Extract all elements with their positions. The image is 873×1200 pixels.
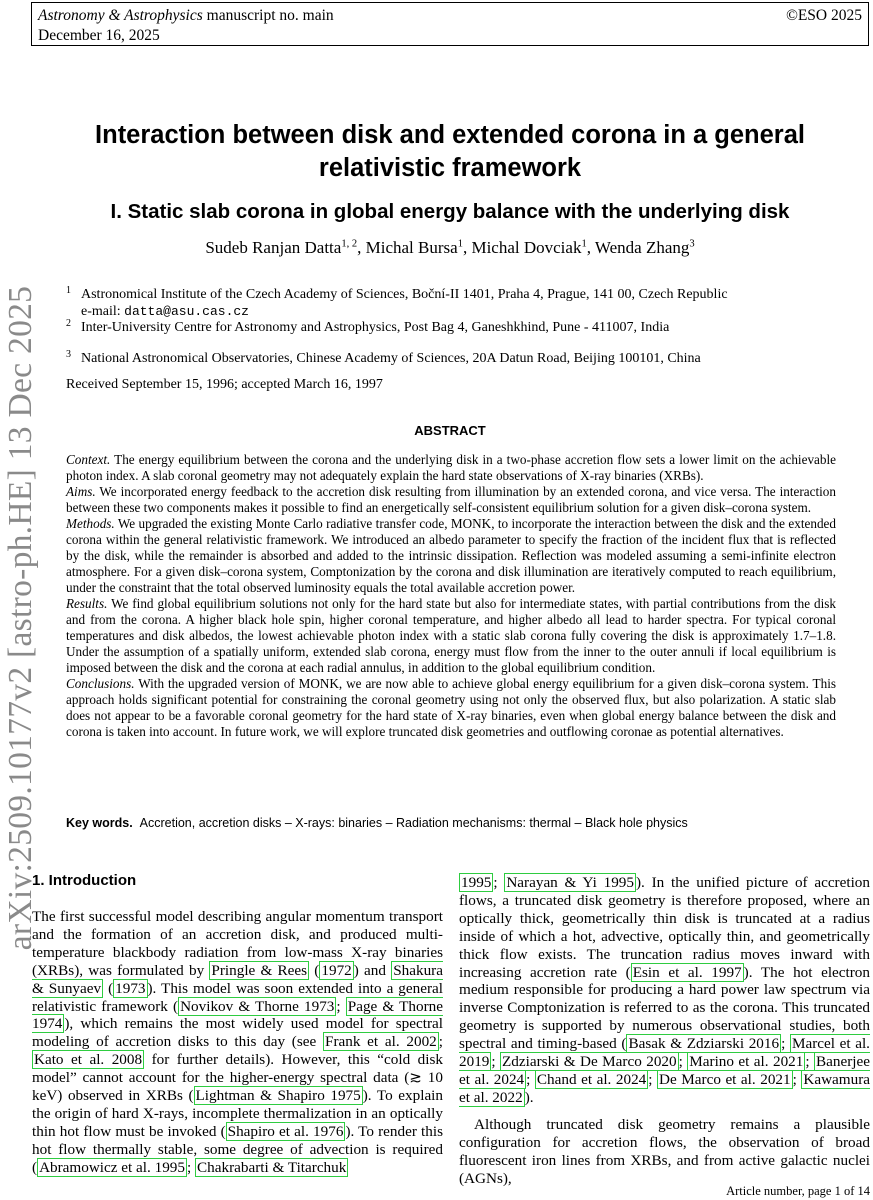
header-date: December 16, 2025	[38, 27, 160, 44]
section-label: Results.	[66, 596, 108, 611]
citation-link[interactable]: 1972	[321, 961, 352, 979]
affiliation-email	[66, 303, 728, 320]
text-run: ;	[792, 1070, 802, 1088]
citation-link[interactable]: De Marco et al. 2021	[659, 1070, 791, 1088]
text-run: The first successful model describing angular momentum transport and the formation of an accretion disk, and produced multi-temperature blackbody radiation from low-mass X-ray binaries (XRBs), was formulated by	[32, 908, 443, 979]
citation-link[interactable]: Lightman & Shapiro 1975	[195, 1087, 361, 1105]
affiliation-text: National Astronomical Observatories, Chinese Academy of Sciences, 20A Datun Road, Beijing 100101, China	[81, 351, 701, 366]
text-run: ). This model was soon extended into a general relativistic framework (	[32, 979, 443, 1015]
section-text: With the upgraded version of MONK, we are now able to achieve global energy equilibrium for a given disk–corona system. This approach holds significant potential for constraining the coronal geometry using not only the observed flux, but also polarization. A static slab does not appear to be a favorable coronal geometry for the hard state of X-ray binaries, even when global energy balance between the disk and corona is taken into account. In future work, we will explore truncated disk geometries and outflowing coronae as potential alternatives.	[66, 676, 836, 739]
citation-link[interactable]: Shakura & Sunyaev	[32, 961, 443, 997]
title-line-2: relativistic framework	[318, 154, 582, 182]
text-column-right	[459, 874, 870, 1187]
citation-link[interactable]: Banerjee et al. 2024	[459, 1053, 870, 1088]
citation-link[interactable]: Kawamura et al. 2022	[459, 1070, 870, 1106]
text-column-left	[32, 908, 443, 1177]
text-run: ;	[648, 1070, 658, 1088]
journal-name: Astronomy & Astrophysics	[38, 7, 203, 24]
author-name: Michal Dovciak	[471, 238, 582, 257]
citation-link[interactable]: Narayan & Yi 1995	[506, 874, 634, 891]
text-run: ;	[526, 1070, 535, 1088]
text-run: ). To explain the origin of hard X-rays, incomplete thermalization in an optically thin hot flow must be invoked (	[32, 1087, 443, 1140]
section-text: We find global equilibrium solutions not only for the hard state but also for intermediate states, with partial contributions from the disk and from the corona. A higher black hole spin, higher coronal temperature, and higher albedo all lead to harder spectra. For typical coronal temperatures and disk albedos, the lowest achievable photon index with a static slab corona fully covering the disk is approximately 1.7–1.8. Under the assumption of a spatially uniform, extended slab corona, energy must flow from the inner to the outer annuli if local equilibrium is imposed between the disk and the corona at each radial annulus, in addition to the global equilibrium condition.	[66, 596, 837, 675]
text-run: for further details). However, this “cold disk model” cannot account for the higher-energy spectral data (≳ 10 keV) observed in XRBs (	[32, 1051, 443, 1105]
citation-link[interactable]: Pringle & Rees	[211, 961, 308, 979]
text-run: (	[103, 979, 114, 997]
text-run: ).	[524, 1088, 534, 1106]
affiliation-text: Inter-University Centre for Astronomy and Astrophysics, Post Bag 4, Ganeshkhind, Pune - 411007, India	[81, 320, 670, 335]
citation-link[interactable]: Shapiro et al. 1976	[227, 1122, 344, 1140]
text-run: ;	[491, 1053, 501, 1071]
author-name: Michal Bursa	[365, 238, 458, 257]
paper-title	[40, 119, 860, 185]
section-label: Context.	[66, 452, 111, 467]
affiliation-text: Astronomical Institute of the Czech Academy of Sciences, Boční-II 1401, Praha 4, Prague, 141 00, Czech Republic	[81, 287, 728, 302]
arxiv-stamp	[0, 285, 43, 951]
abstract-section	[66, 484, 836, 516]
affiliation	[66, 319, 669, 336]
affiliation-number: 1	[66, 285, 71, 296]
text-run: ;	[678, 1053, 688, 1071]
section-heading: 1. Introduction	[32, 872, 137, 889]
paragraph: Although truncated disk geometry remains a plausible configuration for accretion flows, the observation of broad fluorescent iron lines from XRBs, and from active galactic nuclei (AGNs),	[459, 1115, 870, 1187]
journal-header	[31, 2, 869, 46]
email-label: e-mail:	[81, 304, 121, 319]
author-affiliation: 1	[581, 238, 587, 250]
text-run: ;	[438, 1033, 443, 1051]
text-run: ). The hot electron medium responsible for producing a hard power law spectrum via inverse Comptonization is referred to as the corona. This truncated geometry is supported by numerous observational studies, both spectral and timing-based (	[459, 963, 870, 1053]
section-text: The energy equilibrium between the corona and the underlying disk in a two-phase accretion flow sets a lower limit on the achievable photon index. A slab coronal geometry may not adequately explain the hard state observations of X-ray binaries (XRBs).	[66, 452, 837, 483]
text-run: ;	[336, 997, 346, 1015]
text-run: ;	[805, 1053, 815, 1071]
section-label: Methods.	[66, 516, 115, 531]
journal-line	[38, 6, 334, 26]
abstract-section	[66, 676, 836, 740]
abstract-section	[66, 596, 836, 676]
affiliation-number: 3	[66, 349, 71, 360]
copyright: ©ESO 2025	[786, 7, 862, 24]
author-affiliation: 1	[457, 238, 463, 250]
arxiv-id: arXiv:2509.10177v2 [astro-ph.HE] 13 Dec 2025	[2, 285, 39, 951]
citation-link[interactable]: 1995	[461, 874, 492, 891]
author-name: Wenda Zhang	[594, 238, 690, 257]
citation-link[interactable]: Basak & Zdziarski 2016	[628, 1035, 780, 1053]
citation-link[interactable]: Zdziarski & De Marco 2020	[502, 1053, 677, 1071]
citation-link[interactable]: 1973	[115, 979, 146, 997]
citation-link[interactable]: Novikov & Thorne 1973	[180, 997, 335, 1015]
email-link[interactable]: datta@asu.cas.cz	[124, 304, 249, 319]
citation-link[interactable]: Esin et al. 1997	[632, 963, 742, 981]
citation-link[interactable]: Frank et al. 2002	[325, 1033, 437, 1051]
abstract-section	[66, 516, 836, 596]
affiliation-number: 2	[66, 318, 71, 329]
citation-link[interactable]: Marcel et al. 2019	[459, 1035, 870, 1071]
citation-link[interactable]: Page & Thorne 1974	[32, 997, 443, 1033]
text-run: ). In the unified picture of accretion flows, a truncated disk geometry is therefore proposed, where an optically thick, geometrically thin disk is truncated at a radius inside of which a hot, advective, optically thin, and geometrically thick flow exists. The truncation radius moves inward with increasing accretion rate (	[459, 874, 870, 981]
author-affiliation: 3	[689, 238, 695, 250]
section-text: We upgraded the existing Monte Carlo radiative transfer code, MONK, to incorporate the interaction between the disk and the extended corona within the general relativistic framework. We introduced an albedo parameter to specify the fraction of the incident flux that is reflected by the disk, while the remainder is absorbed and added to the intrinsic dissipation. Reflection was modeled assuming a semi-infinite electron atmosphere. For a given disk–corona system, Comptonization by the corona and disk illumination are iteratively computed to reach equilibrium, under the constraint that the total observed luminosity equals the total available accretion power.	[66, 516, 836, 595]
paragraph	[32, 908, 443, 1177]
keywords-label: Key words.	[66, 816, 133, 830]
citation-link[interactable]: Marino et al. 2021	[689, 1053, 804, 1071]
abstract-body	[66, 452, 836, 740]
received-dates: Received September 15, 1996; accepted March 16, 1997	[66, 377, 383, 392]
abstract-heading: ABSTRACT	[414, 423, 486, 438]
text-run: ). To render this hot flow thermally stable, some degree of advection is required (	[32, 1122, 444, 1176]
author-list: Sudeb Ranjan Datta$^{1, 2}$, Michal Bursa$^1$, Michal Dovciak$^1$, Wenda Zhang$^3$	[205, 238, 695, 257]
section-label: Aims.	[66, 484, 96, 499]
citation-link[interactable]: Chakrabarti & Titarchuk	[197, 1158, 347, 1176]
citation-link[interactable]: Chand et al. 2024	[536, 1070, 647, 1088]
affiliation	[66, 286, 728, 320]
text-run: ;	[781, 1035, 790, 1053]
text-run: ), which remains the most widely used model for spectral modeling of accretion disks to this day (see	[32, 1015, 443, 1051]
text-run: ) and	[353, 961, 392, 979]
citation-link[interactable]: Abramowicz et al. 1995	[39, 1158, 185, 1176]
paragraph	[459, 874, 870, 1107]
keywords-text: Accretion, accretion disks – X-rays: binaries – Radiation mechanisms: thermal – Black hole physics	[139, 816, 688, 830]
affiliation	[66, 350, 701, 367]
section-label: Conclusions.	[66, 676, 135, 691]
author-name: Sudeb Ranjan Datta	[205, 238, 342, 257]
page-footer: Article number, page 1 of 14	[726, 1184, 870, 1198]
author-affiliation: 1, 2	[341, 238, 358, 250]
manuscript-label: manuscript no. main	[206, 7, 334, 24]
citation-link[interactable]: Kato et al. 2008	[34, 1051, 143, 1069]
keywords	[66, 816, 846, 830]
text-run: ;	[493, 874, 505, 891]
title-line-1: Interaction between disk and extended corona in a general	[95, 121, 805, 149]
paper-subtitle: I. Static slab corona in global energy balance with the underlying disk	[110, 200, 790, 223]
text-run: ;	[186, 1158, 196, 1176]
text-run: (	[309, 961, 320, 979]
section-text: We incorporated energy feedback to the accretion disk resulting from illumination by an extended corona, and vice versa. The interaction between these two components makes it possible to find an energetically self-consistent equilibrium solution for a given disk–corona system.	[66, 484, 836, 515]
abstract-section	[66, 452, 836, 484]
